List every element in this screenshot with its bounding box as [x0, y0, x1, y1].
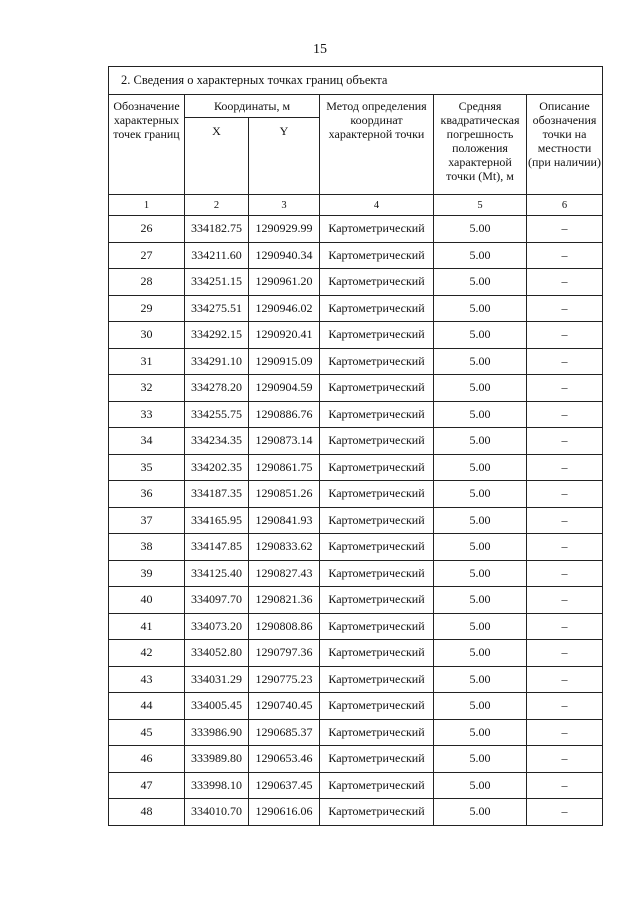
- table-row: [109, 481, 603, 508]
- table-row: [109, 269, 603, 296]
- table-row: [109, 693, 603, 720]
- x-coordinate-cell: 334234.35: [185, 428, 249, 455]
- point-id-cell: 39: [109, 560, 185, 587]
- method-cell: Картометрический: [320, 481, 434, 508]
- y-coordinate-cell: 1290961.20: [249, 269, 320, 296]
- method-cell: Картометрический: [320, 719, 434, 746]
- table-row: [109, 534, 603, 561]
- x-coordinate-cell: 334052.80: [185, 640, 249, 667]
- method-cell: Картометрический: [320, 269, 434, 296]
- table-row: [109, 799, 603, 826]
- table-row: [109, 719, 603, 746]
- table-row: [109, 587, 603, 614]
- mean-error-cell: 5.00: [434, 322, 527, 349]
- y-coordinate-cell: 1290653.46: [249, 746, 320, 773]
- x-coordinate-cell: 334291.10: [185, 348, 249, 375]
- x-coordinate-cell: 334005.45: [185, 693, 249, 720]
- mean-error-cell: 5.00: [434, 481, 527, 508]
- y-coordinate-cell: 1290946.02: [249, 295, 320, 322]
- mean-error-cell: 5.00: [434, 242, 527, 269]
- point-id-cell: 34: [109, 428, 185, 455]
- mean-error-cell: 5.00: [434, 401, 527, 428]
- description-cell: –: [527, 560, 603, 587]
- method-cell: Картометрический: [320, 454, 434, 481]
- mean-error-cell: 5.00: [434, 666, 527, 693]
- header-mean-error: Средняя квадратическая погрешность положения характерной точки (Mt), м: [434, 95, 527, 195]
- mean-error-cell: 5.00: [434, 216, 527, 243]
- description-cell: –: [527, 746, 603, 773]
- y-coordinate-cell: 1290827.43: [249, 560, 320, 587]
- method-cell: Картометрический: [320, 587, 434, 614]
- header-x: X: [185, 118, 249, 195]
- method-cell: Картометрический: [320, 799, 434, 826]
- header-description: Описание обозначения точки на местности (при наличии): [527, 95, 603, 195]
- column-number: 6: [527, 195, 603, 216]
- method-cell: Картометрический: [320, 746, 434, 773]
- description-cell: –: [527, 481, 603, 508]
- y-coordinate-cell: 1290685.37: [249, 719, 320, 746]
- mean-error-cell: 5.00: [434, 746, 527, 773]
- x-coordinate-cell: 334292.15: [185, 322, 249, 349]
- table-row: [109, 560, 603, 587]
- description-cell: –: [527, 295, 603, 322]
- description-cell: –: [527, 401, 603, 428]
- x-coordinate-cell: 333989.80: [185, 746, 249, 773]
- mean-error-cell: 5.00: [434, 269, 527, 296]
- table-row: [109, 613, 603, 640]
- point-id-cell: 48: [109, 799, 185, 826]
- mean-error-cell: 5.00: [434, 454, 527, 481]
- y-coordinate-cell: 1290920.41: [249, 322, 320, 349]
- header-coordinates: Координаты, м: [185, 95, 320, 118]
- point-id-cell: 31: [109, 348, 185, 375]
- boundary-points-table: [108, 66, 603, 826]
- y-coordinate-cell: 1290886.76: [249, 401, 320, 428]
- point-id-cell: 40: [109, 587, 185, 614]
- description-cell: –: [527, 587, 603, 614]
- description-cell: –: [527, 375, 603, 402]
- description-cell: –: [527, 216, 603, 243]
- description-cell: –: [527, 693, 603, 720]
- table-row: [109, 348, 603, 375]
- mean-error-cell: 5.00: [434, 507, 527, 534]
- description-cell: –: [527, 640, 603, 667]
- point-id-cell: 41: [109, 613, 185, 640]
- x-coordinate-cell: 334010.70: [185, 799, 249, 826]
- point-id-cell: 29: [109, 295, 185, 322]
- x-coordinate-cell: 334031.29: [185, 666, 249, 693]
- y-coordinate-cell: 1290940.34: [249, 242, 320, 269]
- description-cell: –: [527, 772, 603, 799]
- table-row: [109, 640, 603, 667]
- point-id-cell: 47: [109, 772, 185, 799]
- x-coordinate-cell: 334073.20: [185, 613, 249, 640]
- y-coordinate-cell: 1290740.45: [249, 693, 320, 720]
- method-cell: Картометрический: [320, 640, 434, 667]
- point-id-cell: 33: [109, 401, 185, 428]
- y-coordinate-cell: 1290841.93: [249, 507, 320, 534]
- method-cell: Картометрический: [320, 693, 434, 720]
- point-id-cell: 43: [109, 666, 185, 693]
- method-cell: Картометрический: [320, 560, 434, 587]
- table-row: [109, 216, 603, 243]
- y-coordinate-cell: 1290616.06: [249, 799, 320, 826]
- description-cell: –: [527, 322, 603, 349]
- table-row: [109, 295, 603, 322]
- point-id-cell: 46: [109, 746, 185, 773]
- y-coordinate-cell: 1290873.14: [249, 428, 320, 455]
- x-coordinate-cell: 333998.10: [185, 772, 249, 799]
- x-coordinate-cell: 334182.75: [185, 216, 249, 243]
- mean-error-cell: 5.00: [434, 772, 527, 799]
- x-coordinate-cell: 334211.60: [185, 242, 249, 269]
- method-cell: Картометрический: [320, 507, 434, 534]
- table-body: [109, 216, 603, 826]
- y-coordinate-cell: 1290833.62: [249, 534, 320, 561]
- table-row: [109, 507, 603, 534]
- y-coordinate-cell: 1290915.09: [249, 348, 320, 375]
- y-coordinate-cell: 1290929.99: [249, 216, 320, 243]
- y-coordinate-cell: 1290861.75: [249, 454, 320, 481]
- method-cell: Картометрический: [320, 242, 434, 269]
- table-row: [109, 375, 603, 402]
- column-number: 2: [185, 195, 249, 216]
- table-row: [109, 428, 603, 455]
- page-number: 15: [313, 42, 327, 57]
- description-cell: –: [527, 454, 603, 481]
- method-cell: Картометрический: [320, 772, 434, 799]
- description-cell: –: [527, 534, 603, 561]
- mean-error-cell: 5.00: [434, 693, 527, 720]
- description-cell: –: [527, 613, 603, 640]
- method-cell: Картометрический: [320, 348, 434, 375]
- x-coordinate-cell: 334251.15: [185, 269, 249, 296]
- description-cell: –: [527, 348, 603, 375]
- method-cell: Картометрический: [320, 428, 434, 455]
- mean-error-cell: 5.00: [434, 560, 527, 587]
- method-cell: Картометрический: [320, 401, 434, 428]
- method-cell: Картометрический: [320, 534, 434, 561]
- mean-error-cell: 5.00: [434, 719, 527, 746]
- x-coordinate-cell: 334275.51: [185, 295, 249, 322]
- point-id-cell: 44: [109, 693, 185, 720]
- x-coordinate-cell: 334202.35: [185, 454, 249, 481]
- point-id-cell: 30: [109, 322, 185, 349]
- x-coordinate-cell: 333986.90: [185, 719, 249, 746]
- column-number: 4: [320, 195, 434, 216]
- mean-error-cell: 5.00: [434, 587, 527, 614]
- header-point-designation: Обозначение характерных точек границ: [109, 95, 185, 195]
- y-coordinate-cell: 1290904.59: [249, 375, 320, 402]
- x-coordinate-cell: 334255.75: [185, 401, 249, 428]
- x-coordinate-cell: 334125.40: [185, 560, 249, 587]
- table-row: [109, 322, 603, 349]
- description-cell: –: [527, 666, 603, 693]
- method-cell: Картометрический: [320, 295, 434, 322]
- description-cell: –: [527, 242, 603, 269]
- y-coordinate-cell: 1290637.45: [249, 772, 320, 799]
- description-cell: –: [527, 269, 603, 296]
- table-row: [109, 454, 603, 481]
- point-id-cell: 42: [109, 640, 185, 667]
- mean-error-cell: 5.00: [434, 348, 527, 375]
- point-id-cell: 37: [109, 507, 185, 534]
- column-number: 3: [249, 195, 320, 216]
- table-row: [109, 746, 603, 773]
- mean-error-cell: 5.00: [434, 375, 527, 402]
- column-number: 1: [109, 195, 185, 216]
- method-cell: Картометрический: [320, 322, 434, 349]
- table-row: [109, 772, 603, 799]
- point-id-cell: 45: [109, 719, 185, 746]
- point-id-cell: 26: [109, 216, 185, 243]
- header-y: Y: [249, 118, 320, 195]
- point-id-cell: 32: [109, 375, 185, 402]
- mean-error-cell: 5.00: [434, 295, 527, 322]
- method-cell: Картометрический: [320, 613, 434, 640]
- x-coordinate-cell: 334187.35: [185, 481, 249, 508]
- table-row: [109, 242, 603, 269]
- method-cell: Картометрический: [320, 216, 434, 243]
- method-cell: Картометрический: [320, 375, 434, 402]
- y-coordinate-cell: 1290821.36: [249, 587, 320, 614]
- mean-error-cell: 5.00: [434, 534, 527, 561]
- y-coordinate-cell: 1290797.36: [249, 640, 320, 667]
- table-row: [109, 666, 603, 693]
- description-cell: –: [527, 507, 603, 534]
- mean-error-cell: 5.00: [434, 799, 527, 826]
- mean-error-cell: 5.00: [434, 613, 527, 640]
- y-coordinate-cell: 1290775.23: [249, 666, 320, 693]
- description-cell: –: [527, 428, 603, 455]
- description-cell: –: [527, 799, 603, 826]
- point-id-cell: 36: [109, 481, 185, 508]
- description-cell: –: [527, 719, 603, 746]
- y-coordinate-cell: 1290808.86: [249, 613, 320, 640]
- column-number: 5: [434, 195, 527, 216]
- section-title: 2. Сведения о характерных точках границ объекта: [109, 67, 603, 95]
- point-id-cell: 35: [109, 454, 185, 481]
- x-coordinate-cell: 334165.95: [185, 507, 249, 534]
- point-id-cell: 27: [109, 242, 185, 269]
- x-coordinate-cell: 334097.70: [185, 587, 249, 614]
- table-row: [109, 401, 603, 428]
- point-id-cell: 28: [109, 269, 185, 296]
- point-id-cell: 38: [109, 534, 185, 561]
- x-coordinate-cell: 334278.20: [185, 375, 249, 402]
- y-coordinate-cell: 1290851.26: [249, 481, 320, 508]
- mean-error-cell: 5.00: [434, 640, 527, 667]
- x-coordinate-cell: 334147.85: [185, 534, 249, 561]
- method-cell: Картометрический: [320, 666, 434, 693]
- mean-error-cell: 5.00: [434, 428, 527, 455]
- header-method: Метод определения координат характерной точки: [320, 95, 434, 195]
